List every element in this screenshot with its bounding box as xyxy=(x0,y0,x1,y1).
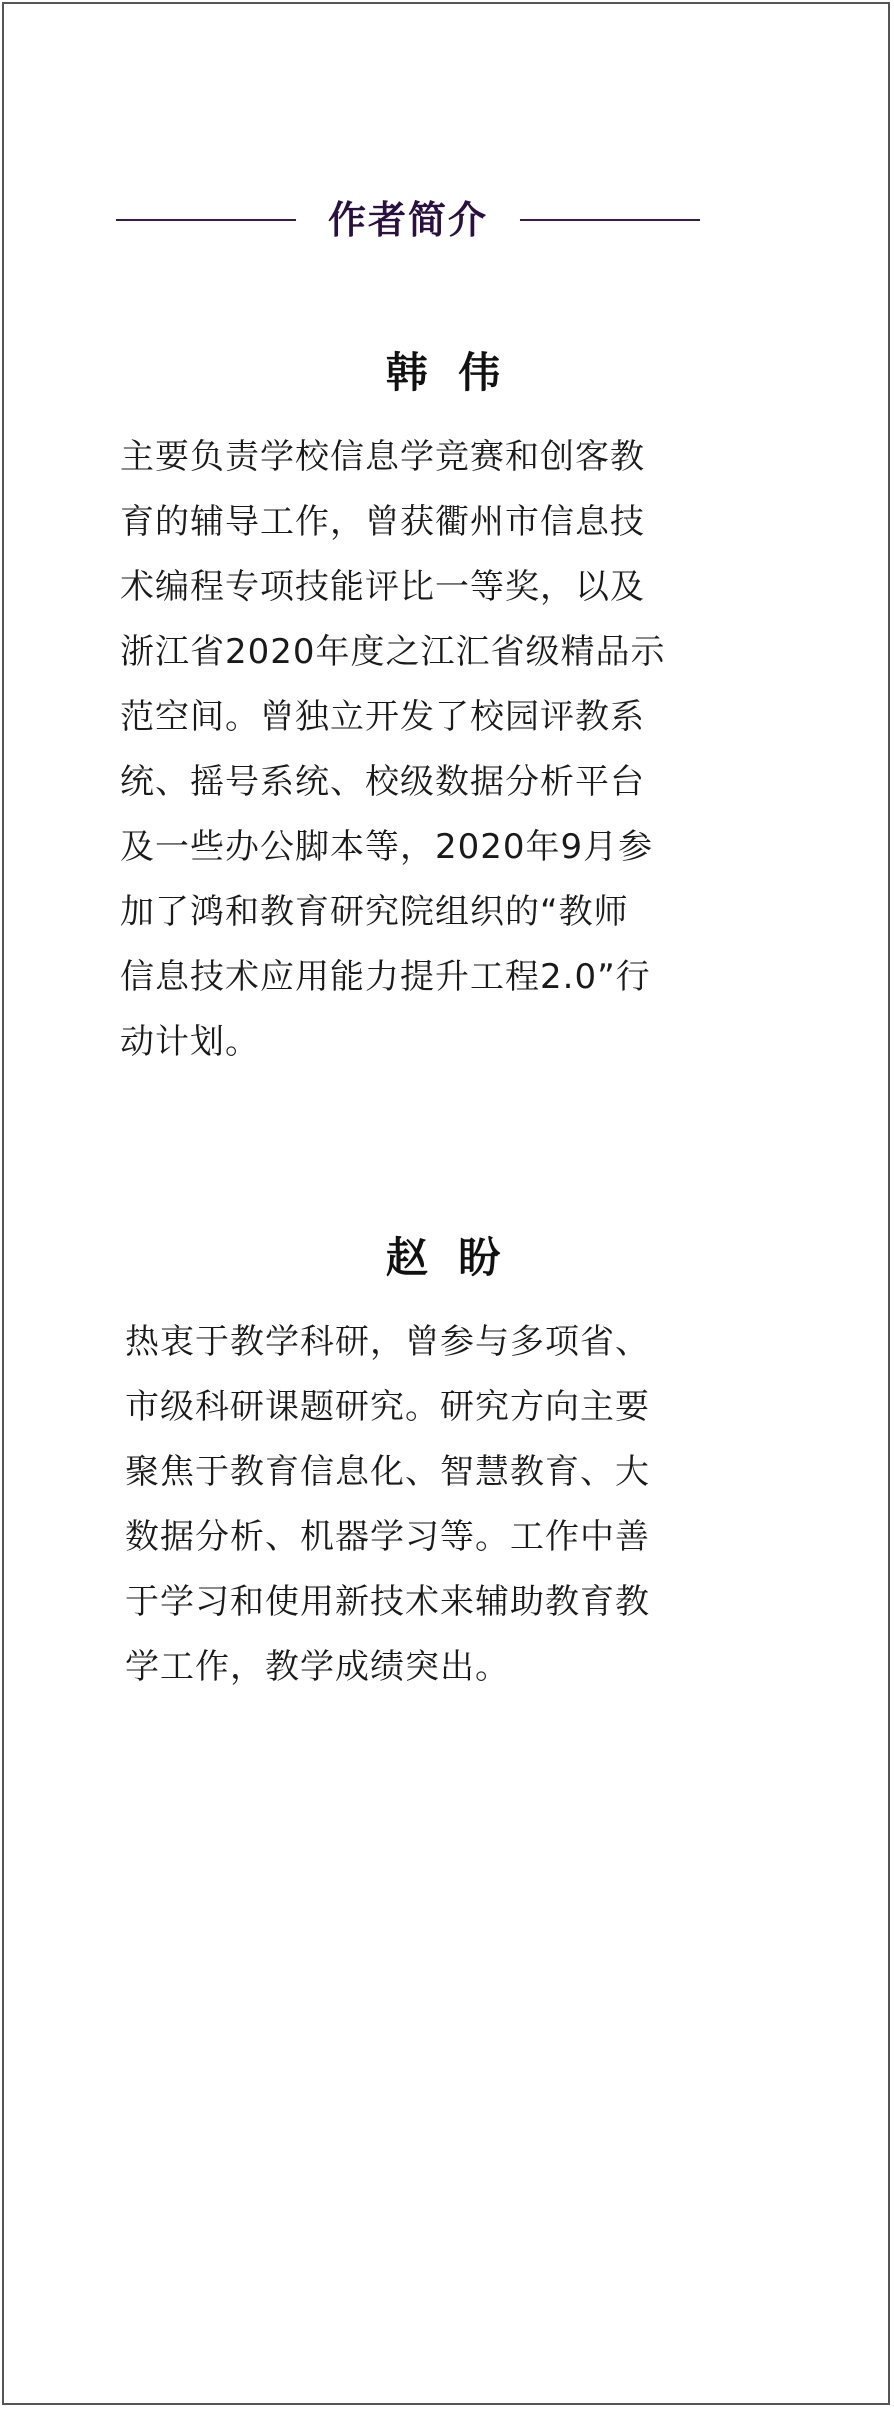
bio-line: 加了鸿和教育研究院组织的“教师 xyxy=(120,892,629,932)
bio-line: 数据分析、机器学习等。工作中善 xyxy=(125,1517,650,1557)
author-name-han-wei: 韩 伟 xyxy=(385,348,509,397)
section-header xyxy=(0,190,894,250)
bio-line: 动计划。 xyxy=(120,1022,260,1062)
bio-line: 信息技术应用能力提升工程2.0”行 xyxy=(120,957,651,997)
bio-line: 市级科研课题研究。研究方向主要 xyxy=(125,1387,650,1427)
author-bio-zhao-pan xyxy=(125,1310,737,1700)
bio-line: 术编程专项技能评比一等奖，以及 xyxy=(120,567,645,607)
bio-line: 于学习和使用新技术来辅助教育教 xyxy=(125,1582,650,1622)
bio-line: 浙江省2020年度之江汇省级精品示 xyxy=(120,632,666,672)
author-name-zhao-pan: 赵 盼 xyxy=(385,1233,509,1282)
bio-line: 热衷于教学科研，曾参与多项省、 xyxy=(125,1322,650,1362)
section-title: 作者简介 xyxy=(327,198,488,242)
bio-line: 范空间。曾独立开发了校园评教系 xyxy=(120,697,645,737)
bio-line: 及一些办公脚本等，2020年9月参 xyxy=(120,827,654,867)
bio-line: 聚焦于教育信息化、智慧教育、大 xyxy=(125,1452,650,1492)
bio-line: 主要负责学校信息学竞赛和创客教 xyxy=(120,437,645,477)
bio-line: 育的辅导工作，曾获衢州市信息技 xyxy=(120,502,645,542)
bio-line: 统、摇号系统、校级数据分析平台 xyxy=(120,762,645,802)
author-bio-han-wei xyxy=(120,425,732,1075)
header-rule-left xyxy=(116,219,296,221)
bio-line: 学工作，教学成绩突出。 xyxy=(125,1647,510,1687)
header-rule-right xyxy=(520,219,700,221)
